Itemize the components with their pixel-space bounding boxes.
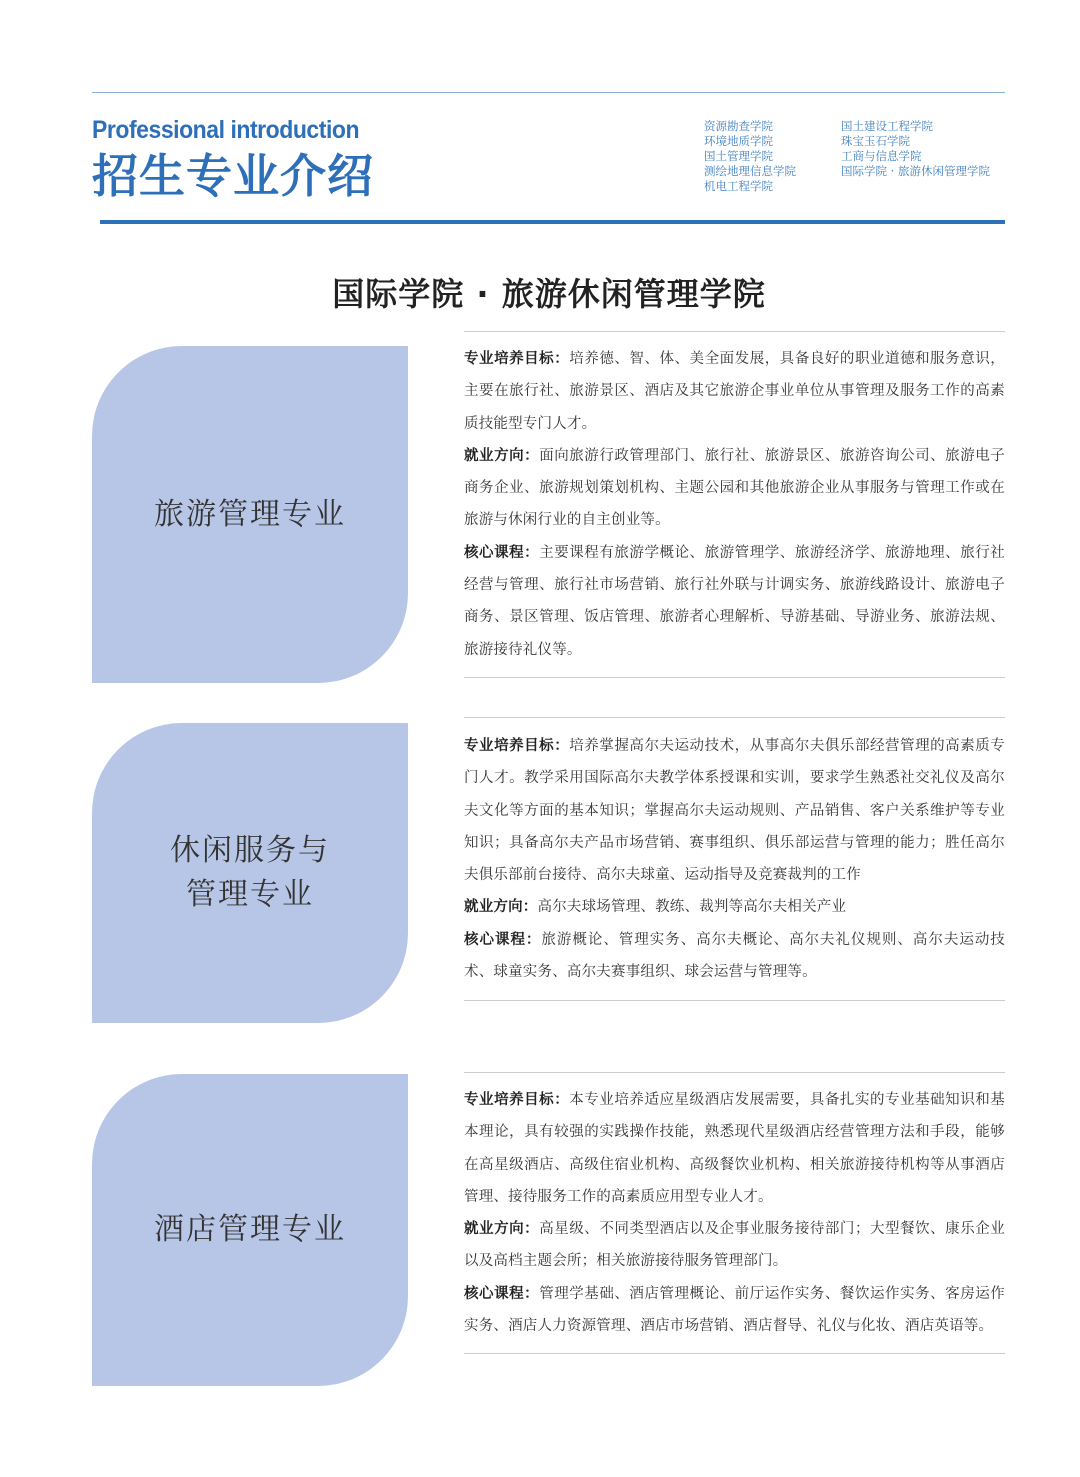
career-direction-text: 高尔夫球场管理、教练、裁判等高尔夫相关产业 bbox=[537, 899, 847, 916]
training-goal-text: 本专业培养适应星级酒店发展需要，具备扎实的专业基础知识和基本理论，具有较强的实践操作技能，熟悉现代星级酒店经营管理方法和手段，能够在高星级酒店、高级住宿业机构、高级餐饮业机构、相关旅游接待机构等从事酒店管理、接待服务工作的高素质应用型专业人才。 bbox=[464, 1092, 1005, 1205]
training-goal-label: 专业培养目标： bbox=[464, 1092, 570, 1108]
section-divider bbox=[464, 677, 1005, 678]
training-goal-text: 培养德、智、体、美全面发展，具备良好的职业道德和服务意识，主要在旅行社、旅游景区、酒店及其它旅游企事业单位从事管理及服务工作的高素质技能型专门人才。 bbox=[464, 351, 1005, 432]
career-direction bbox=[464, 440, 1005, 537]
career-direction-label: 就业方向： bbox=[464, 899, 538, 916]
core-courses bbox=[464, 537, 1005, 666]
core-courses-label: 核心课程： bbox=[464, 931, 542, 948]
college-list-right bbox=[841, 119, 990, 179]
core-courses bbox=[464, 924, 1005, 989]
major-name-line: 管理专业 bbox=[186, 877, 314, 912]
training-goal bbox=[464, 343, 1005, 440]
career-direction-text: 高星级、不同类型酒店以及企事业服务接待部门；大型餐饮、康乐企业以及高档主题会所；相关旅游接待服务管理部门。 bbox=[464, 1221, 1005, 1270]
major-name-line: 酒店管理专业 bbox=[154, 1212, 346, 1247]
college-item: 国际学院 · 旅游休闲管理学院 bbox=[841, 164, 990, 178]
training-goal-label: 专业培养目标： bbox=[464, 351, 570, 367]
career-direction-label: 就业方向： bbox=[464, 447, 540, 464]
college-item: 测绘地理信息学院 bbox=[704, 164, 796, 178]
college-item: 国土管理学院 bbox=[704, 149, 773, 163]
major-info-tourism-management bbox=[464, 331, 1005, 678]
core-courses bbox=[464, 1278, 1005, 1343]
page-title: 国际学院 · 旅游休闲管理学院 bbox=[332, 275, 766, 313]
career-direction bbox=[464, 1213, 1005, 1278]
major-name bbox=[154, 493, 346, 537]
section-divider bbox=[464, 1353, 1005, 1354]
core-courses-text: 主要课程有旅游学概论、旅游管理学、旅游经济学、旅游地理、旅行社经营与管理、旅行社市场营销、旅行社外联与计调实务、旅游线路设计、旅游电子商务、景区管理、饭店管理、旅游者心理解析、导游基础、导游业务、旅游法规、旅游接待礼仪等。 bbox=[464, 544, 1005, 658]
college-item: 珠宝玉石学院 bbox=[841, 134, 910, 148]
core-courses-label: 核心课程： bbox=[464, 544, 540, 561]
major-info-hotel-management bbox=[464, 1072, 1005, 1354]
major-name bbox=[154, 1208, 346, 1252]
header-chinese-title: 招生专业介绍 bbox=[92, 149, 374, 203]
section-divider bbox=[464, 1000, 1005, 1001]
major-card-hotel-management bbox=[92, 1074, 408, 1386]
header-english-title: Professional introduction bbox=[92, 116, 360, 144]
college-item: 工商与信息学院 bbox=[841, 149, 922, 163]
major-name-line: 休闲服务与 bbox=[170, 833, 330, 868]
major-card-leisure-service-management bbox=[92, 723, 408, 1023]
college-item: 环境地质学院 bbox=[704, 134, 773, 148]
college-item: 机电工程学院 bbox=[704, 179, 773, 193]
major-card-tourism-management bbox=[92, 346, 408, 683]
training-goal bbox=[464, 730, 1005, 891]
core-courses-text: 管理学基础、酒店管理概论、前厅运作实务、餐饮运作实务、客房运作实务、酒店人力资源管理、酒店市场营销、酒店督导、礼仪与化妆、酒店英语等。 bbox=[464, 1285, 1005, 1335]
training-goal-label: 专业培养目标： bbox=[464, 738, 570, 754]
college-item: 资源勘查学院 bbox=[704, 119, 773, 133]
training-goal-text: 培养掌握高尔夫运动技术，从事高尔夫俱乐部经营管理的高素质专门人才。教学采用国际高尔夫教学体系授课和实训，要求学生熟悉社交礼仪及高尔夫文化等方面的基本知识；掌握高尔夫运动规则、产品销售、客户关系维护等专业知识；具备高尔夫产品市场营销、赛事组织、俱乐部运营与管理的能力；胜任高尔夫俱乐部前台接待、高尔夫球童、运动指导及竞赛裁判的工作 bbox=[464, 738, 1005, 884]
college-list-left bbox=[704, 119, 796, 194]
major-name-line: 旅游管理专业 bbox=[154, 496, 346, 532]
major-name bbox=[170, 829, 330, 917]
career-direction-text: 面向旅游行政管理部门、旅行社、旅游景区、旅游咨询公司、旅游电子商务企业、旅游规划策划机构、主题公园和其他旅游企业从事服务与管理工作或在旅游与休闲行业的自主创业等。 bbox=[464, 447, 1005, 529]
training-goal bbox=[464, 1084, 1005, 1213]
header-divider bbox=[100, 220, 1005, 224]
top-divider bbox=[92, 92, 1005, 93]
core-courses-text: 旅游概论、管理实务、高尔夫概论、高尔夫礼仪规则、高尔夫运动技术、球童实务、高尔夫赛事组织、球会运营与管理等。 bbox=[464, 931, 1006, 981]
college-item: 国土建设工程学院 bbox=[841, 119, 933, 133]
major-info-leisure-service-management bbox=[464, 717, 1005, 1001]
core-courses-label: 核心课程： bbox=[464, 1285, 540, 1302]
career-direction bbox=[464, 891, 1005, 923]
career-direction-label: 就业方向： bbox=[464, 1221, 540, 1238]
